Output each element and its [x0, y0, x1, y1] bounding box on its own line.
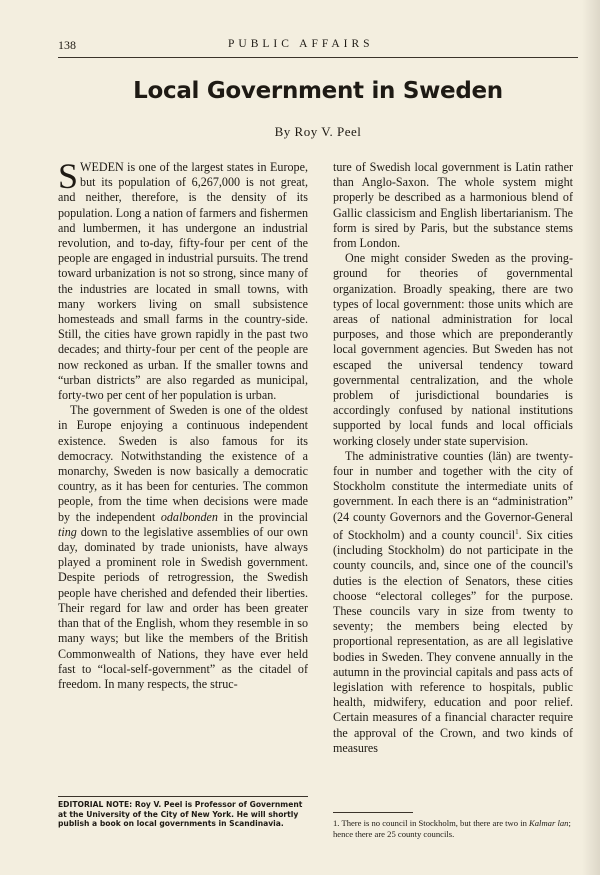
left-column — [58, 160, 308, 792]
footnote-ref: 1 — [515, 527, 519, 536]
note-divider — [58, 796, 308, 797]
article-title: Local Government in Sweden — [133, 78, 503, 104]
running-head — [58, 38, 578, 54]
header-rule — [58, 57, 578, 58]
paragraph: ture of Swedish local government is Latin rather than Anglo-Saxon. The whole system might properly be described as a harmonious blend of Gallic classicism and English libertarianism. The form is sired by Paris, but the substance stems from London. — [333, 160, 573, 251]
paragraph: The administrative counties (län) are twenty-four in number and together with the city of Stockholm constitute the intermediate units of government. In each there is an “administration” (24 county Governors and the Governor-General of Stockholm) and a county council$^1$. Six cities (including Stockholm) do not participate in the county councils, and, since one of the council's duties is the election of Senators, these cities choose “electoral colleges” for the purpose. These councils vary in size from twenty to seventy; the members being elected by proportional representation, as are all legislative bodies in Sweden. They convene annually in the autumn in the provincial capitals and pass acts of legislation with reference to hospitals, public health, midwifery, education and poor relief. Certain measures of a financial character require the approval of the Crown, and two kinds of measures — [333, 448, 573, 755]
paragraph: The government of Sweden is one of the oldest in Europe enjoying a continuous independent existence. Sweden is also famous for its democracy. Notwithstanding the existence of a monarchy, Sweden is now basically a democratic country, as it has been for centuries. The common people, from the time when decisions were made by the independent odalbonden in the provincial ting down to the legislative assemblies of our own day, dominated by trade unionists, have always played a prominent role in Swedish government. Despite periods of retrogression, the Swedish people have cherished and defended their liberties. Their regard for law and order has been greater than that of the English, whom they resemble in so many ways; but like the members of the British Commonwealth of Nations, they have ever held fast to “local-self-government” as the citadel of freedom. In many respects, the struc- — [58, 403, 308, 691]
paragraph: One might consider Sweden as the proving-ground for theories of governmental organization. Broadly speaking, there are two types of local government: those units which are areas of national administration for local purposes, and those which are preponderantly local government agencies. But Sweden has not escaped the universal tendency toward governmental centralization, and the whole problem of jurisdictional boundaries is accordingly confused by national institutions supported by local funds and local officials working closely under state supervision. — [333, 251, 573, 448]
editorial-note: EDITORIAL NOTE: Roy V. Peel is Professor of Government at the University of the City of New York. He will shortly publish a book on local governments in Scandinavia. — [58, 800, 303, 828]
paragraph — [58, 160, 308, 403]
term-odalbonden: odalbonden — [160, 509, 218, 524]
journal-title: PUBLIC AFFAIRS — [228, 38, 374, 50]
byline: By Roy V. Peel — [274, 124, 362, 139]
footnote: 1. There is no council in Stockholm, but there are two in Kalmar lan; hence there are 25 county councils. — [333, 818, 571, 839]
footnote-divider — [333, 812, 413, 813]
paragraph-text: WEDEN is one of the largest states in Europe, but its population of 6,267,000 is not great, and neither, therefore, is the density of its population. Long a nation of farmers and fishermen and lumbermen, it has undergone an industrial revolution, and to-day, fifty-four per cent of the people are engaged in industrial pursuits. The trend toward urbanization is not so strong, since many of the industries are located in small towns, with many workers living on small subsistence homesteads and small farms in the country-side. Still, the cities have grown rapidly in the past two decades; and thirty-four per cent of the people are now reckoned as urban. If the smaller towns and “urban districts” are also regarded as municipal, forty-two per cent of her population is urban. — [58, 160, 308, 403]
drop-cap: S — [58, 160, 79, 196]
term-ting: ting — [58, 524, 77, 539]
right-column — [333, 160, 573, 810]
page-edge-shadow — [582, 0, 600, 875]
page-number: 138 — [58, 38, 76, 52]
